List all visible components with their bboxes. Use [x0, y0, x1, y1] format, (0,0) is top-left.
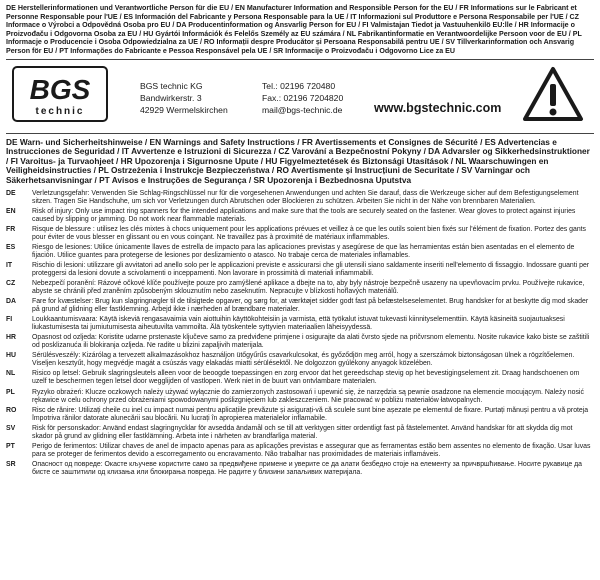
company-website[interactable]: www.bgstechnic.com: [374, 100, 502, 115]
language-code: RO: [6, 406, 17, 414]
company-email[interactable]: mail@bgs-technic.de: [262, 104, 343, 115]
safety-text: Risico op letsel: Gebruik slagringsleutels alleen voor de beoogde toepassingen en zorg ervoor dat het gereedschap stevig op het bevestigingselement zit. Draag handschoenen om uzelf te beschermen tegen letsel door wegglijden of vastlopen. Werk niet in de buurt van ontvlambare materialen.: [32, 370, 580, 386]
company-address: [140, 80, 228, 116]
language-code: PT: [6, 442, 15, 450]
company-name: BGS technic KG: [140, 80, 203, 91]
language-code: HR: [6, 334, 16, 342]
company-street: Bandwirkerstr. 3: [140, 92, 202, 103]
safety-text: Ryzyko obrażeń: Klucze oczkowych należy używać wyłącznie do zamierzonych zastosowań i upewnić się, że narzędzia są pewnie osadzone na elemencie mocującym. Należy nosić rękawice w celu ochrony przed obrażeniami spowodowanymi poślizgnięciem lub zakleszczeniem. Nie pracować w pobliżu materiałów łatwopalnych.: [32, 388, 584, 404]
safety-text: Risk of injury: Only use impact ring spanners for the intended applications and make sure that the tools are securely seated on the fastener. Wear gloves to protect against injuries caused by slipping or jamming. Do not work near flammable materials.: [32, 207, 576, 223]
bgs-logo-icon: [12, 66, 108, 122]
safety-text: Rischio di lesioni: utilizzare gli avvitatori ad anello solo per le applicazioni previste e assicurarsi che gli utensili siano saldamente inseriti nell'elemento di fissaggio. Indossare guanti per proteggersi da lesioni dovute a scivolamenti o inceppamenti. Non lavorare in prossimità di materiali infiammabili.: [32, 261, 590, 277]
safety-text: Opasnost od ozljeda: Koristite udarne prstenaste ključeve samo za predviđene primjene i osigurajte da alati čvrsto sjede na pričvrsnom elementu. Nosite rukavice kako biste se zaštitili od posklizanuća ili blokiranja ozljeda. Ne radite u blizini zapaljivih materijala.: [32, 334, 590, 350]
safety-text: Verletzungsgefahr: Verwenden Sie Schlag-Ringschlüssel nur für die vorgesehenen Anwendungen und achten Sie darauf, dass die Werkzeuge sicher auf dem Befestigungselement sitzen. Tragen Sie Handschuhe, um sich vor Verletzungen durch Abrutschen oder Blockieren zu schützen. Arbeiten Sie nicht in der Nähe von brennbaren Materialien.: [32, 189, 579, 205]
safety-item-pt: [6, 443, 594, 459]
warning-triangle-icon: [522, 66, 584, 122]
safety-list: [6, 190, 594, 477]
language-code: IT: [6, 261, 13, 269]
safety-text: Loukkaantumisvaara: Käytä iskeviä rengasavaimia vain aiottuihin käyttökohteisiin ja varmista, että työkalut istuvat tukevasti kiinnityselementtiin. Käytä käsineitä suojautuaksesi liukastumisesta tai jumiutumisesta aiheutuvilta vammoilta. Älä työskentele syttyvien materiaalien läheisyydessä.: [32, 316, 565, 332]
language-code: DE: [6, 189, 16, 197]
language-code: NL: [6, 370, 16, 378]
language-code: EN: [6, 207, 16, 215]
safety-item-de: [6, 190, 594, 206]
safety-heading: DE Warn- und Sicherheitshinweise / EN Warnings and Safety Instructions / FR Avertissements et Consignes de Sécurité / ES Advertencias e Instrucciones de Seguridad / IT Avvertenze e Istruzioni di Sicurezza / CZ Varování a Bezpečnostní Pokyny / DA Advarsler og Sikkerhedsinstruktioner / FI Varoitus- ja Turvaohjeet / HR Upozorenja i Sigurnosne Upute / HU Figyelmeztetések és Biztonsági Utasítások / NL Waarschuwingen en Veiligheidsinstructies / PL Ostrzeżenia i Instrukcje Bezpieczeństwa / RO Avertismente și Instrucțiuni de Securitate / SV Varningar och Säkerhetsanvisningar / PT Avisos e Instruções de Segurança / SR Upozorenja i Bezbednosna Uputstva: [6, 136, 590, 185]
safety-item-it: [6, 262, 594, 278]
company-city: 42929 Wermelskirchen: [140, 104, 228, 115]
language-code: FI: [6, 316, 13, 324]
safety-item-sr: [6, 461, 594, 477]
safety-text: Riesgo de lesiones: Utilice únicamente llaves de estrella de impacto para las aplicaciones previstas y asegúrese de que las herramientas están bien asentadas en el elemento de fijación. Utilice guantes para protegerse de lesiones por deslizamiento o atasco. No trabaje cerca de materiales inflamables.: [32, 243, 575, 259]
safety-item-es: [6, 244, 594, 260]
safety-text: Опасност од повреде: Окасте кључеве користите само за предвиђене примене и уверите се да алати безбедно стоје на елементу за причвршћивање. Носите рукавице да бисте се заштитили од клизања или блокирања повреда. Не радите у близини запаљивих материјала.: [32, 460, 583, 476]
svg-text:BGS: BGS: [29, 73, 91, 105]
safety-text: Fare for kvæstelser: Brug kun slagringnøgler til de tilsigtede opgaver, og sørg for, at værktøjet sidder godt fast på befæstelseselementet. Brug handsker for at beskytte dig mod skader på grund af glidning eller fastklemning. Arbejd ikke i nærheden af brændbare materialer.: [32, 298, 589, 314]
language-code: SV: [6, 424, 16, 432]
safety-text: Sérülésveszély: Kizárólag a tervezett alkalmazásokhoz használjon ütőgyűrűs csavarkulcsokat, és győződjön meg arról, hogy a szerszámok biztonságosan ülnek a rögzítőelemen. Viseljen kesztyűt, hogy megvédje magát a csúszás vagy elakadás miatti sérülésektől. Ne dolgozzon gyúlékony anyagok közelében.: [32, 352, 575, 368]
safety-text: Nebezpečí poranění: Rázové očkové klíče používejte pouze pro zamýšlené aplikace a dbejte na to, aby byly nástroje bezpečně usazeny na upevňovacím prvku. Používejte rukavice, abyste se chránili před zraněním způsobeným sklouznutím nebo zaseknutím. Nepracujte v blízkosti hořlavých materiálů.: [32, 280, 585, 295]
manufacturer-info-heading: DE Herstellerinformationen und Verantwortliche Person für die EU / EN Manufacturer Information and Responsible Person for the EU / FR Informations sur le Fabricant et Personne Responsable pour l'UE / ES Información del Fabricante y Persona Responsable para la UE / IT Informazioni sul Produttore e Persona Responsabile per l'UE / CZ Informace o Výrobci a Odpovědná Osoba pro EU / DA Producentinformation og Ansvarlig Person for EU / FI Valmistajan Tiedot ja Vastuuhenkilö EU:lle / HR Informacije o Proizvođaču i Odgovorna Osoba za EU / HU Gyártói Információk és Felelős Személy az EU számára / NL Fabrikantinformatie en Verantwoordelijke Persoon voor de EU / PL Informacje o Producencie i Osoba Odpowiedzialna za UE / RO Informații despre Producător și Persoana Responsabilă pentru UE / SV Tillverkarinformation och Ansvarig Person för EU / PT Informações do Fabricante e Pessoa Responsável pela UE / SR Informacije o Proizvođaču i Odgovorno Lice za EU: [6, 4, 582, 55]
language-code: FR: [6, 225, 16, 233]
manufacturer-contact-block: [6, 60, 594, 130]
safety-item-en: [6, 208, 594, 224]
language-code: CZ: [6, 280, 16, 287]
safety-item-nl: [6, 370, 594, 386]
safety-item-fr: [6, 226, 594, 242]
safety-text: Perigo de ferimentos: Utilizar chaves de anel de impacto apenas para as aplicações previstas e assegurar que as ferramentas estão bem assentes no elemento de fixação. Usar luvas para se proteger de ferimentos devido a escorregamento ou encravamento. Não trabalhar nas proximidades de materiais inflamáveis.: [32, 442, 591, 458]
safety-text: Risc de rănire: Utilizați cheile cu inel cu impact numai pentru aplicațiile prevăzute și asigurați-vă că sculele sunt bine așezate pe elementul de fixare. Purtați mănuși pentru a vă proteja împotriva rănilor datorate alunecării sau blocării. Nu lucrați în apropierea materialelor inflamabile.: [32, 406, 589, 422]
safety-item-ro: [6, 407, 594, 423]
divider: [6, 133, 594, 134]
language-code: SR: [6, 460, 16, 468]
safety-item-hu: [6, 352, 594, 368]
safety-item-cz: [6, 280, 594, 296]
safety-item-fi: [6, 316, 594, 332]
svg-text:technic: technic: [35, 105, 85, 117]
safety-text: Risque de blessure : utilisez les clés mixtes à chocs uniquement pour les applications prévues et veillez à ce que les outils soient bien fixés sur l'élément de fixation. Portez des gants pour éviter de vous blesser en glissant ou en vous coinçant. Ne travaillez pas à proximité de matériaux inflammables.: [32, 225, 587, 241]
safety-text: Risk för personskador: Använd endast slagringnycklar för avsedda ändamål och se till att verktygen sitter ordentligt fast på fästelementet. Använd handskar för att skydda dig mot skador på grund av glidning eller fastklämning. Arbeta inte i närheten av brandfarliga material.: [32, 424, 573, 440]
language-code: DA: [6, 298, 16, 306]
company-contact-numbers: [262, 80, 343, 116]
safety-item-da: [6, 298, 594, 314]
language-code: HU: [6, 352, 16, 360]
language-code: ES: [6, 243, 16, 251]
language-code: PL: [6, 388, 15, 396]
company-phone: Tel.: 02196 720480: [262, 80, 336, 91]
safety-item-hr: [6, 334, 594, 350]
safety-item-sv: [6, 425, 594, 441]
safety-item-pl: [6, 389, 594, 405]
company-fax: Fax.: 02196 7204820: [262, 92, 344, 103]
